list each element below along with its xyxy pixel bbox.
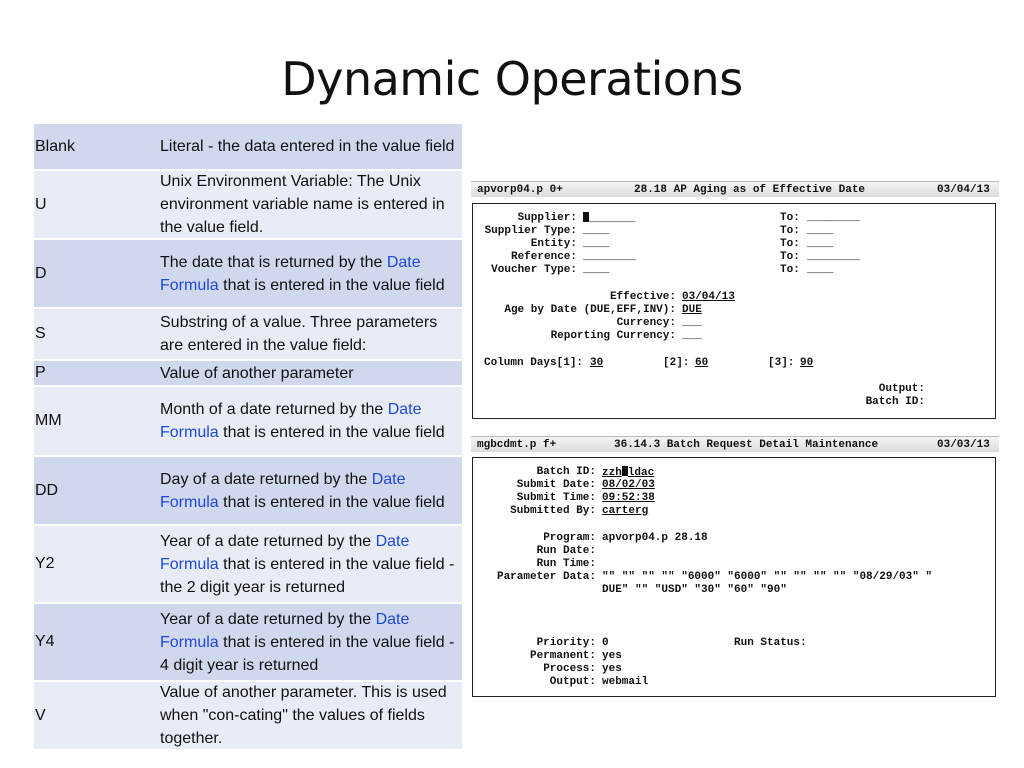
run-date-label: Run Date: <box>536 545 596 557</box>
to-label: To: <box>780 225 800 237</box>
submit-date-label: Submit Date: <box>516 479 596 491</box>
voucher-type-label: Voucher Type: <box>491 264 577 276</box>
voucher-type-to-input[interactable]: ____ <box>807 264 834 276</box>
operations-table <box>34 124 462 751</box>
column-days-2-label: [2]: <box>663 357 690 369</box>
op-code: S <box>35 325 46 342</box>
op-code: Blank <box>35 137 76 155</box>
table-row <box>34 240 462 309</box>
voucher-type-input[interactable]: ____ <box>583 264 610 276</box>
to-label: To: <box>780 251 800 263</box>
output-label: Output: <box>878 383 925 395</box>
submit-time-input[interactable]: 09:52:38 <box>602 492 655 504</box>
op-description: Year of a date returned by the Date Formula that is entered in the value field - the 2 digit year is returned <box>160 532 455 596</box>
reference-label: Reference: <box>510 251 577 263</box>
parameter-data-line: "" "" "" "" "6000" "6000" "" "" "" "" "08/29/03" " <box>602 571 933 583</box>
screen-header <box>471 436 999 452</box>
permanent-label: Permanent: <box>529 650 596 662</box>
op-description: Month of a date returned by the Date Formula that is entered in the value field <box>160 401 445 441</box>
entity-to-input[interactable]: ____ <box>807 238 834 250</box>
date-formula-link[interactable]: Date Formula <box>160 610 410 651</box>
output-label: Output: <box>549 676 596 688</box>
permanent-value: yes <box>602 650 622 662</box>
screen-date: 03/03/13 <box>937 439 990 451</box>
op-description: Substring of a value. Three parameters are entered in the value field: <box>160 314 438 354</box>
priority-value: 0 <box>602 637 609 649</box>
op-code: Y4 <box>35 633 55 650</box>
date-formula-link[interactable]: Date Formula <box>160 532 410 573</box>
table-row <box>34 171 462 240</box>
to-label: To: <box>780 264 800 276</box>
reporting-currency-label: Reporting Currency: <box>550 330 676 342</box>
reference-to-input[interactable]: ________ <box>807 251 860 263</box>
form-box <box>472 203 996 419</box>
form-box <box>472 457 996 697</box>
program-value: apvorp04.p 28.18 <box>602 532 708 544</box>
submit-time-label: Submit Time: <box>516 492 596 504</box>
output-value: webmail <box>602 676 649 688</box>
parameter-data-label: Parameter Data: <box>496 571 596 583</box>
effective-label: Effective: <box>609 291 676 303</box>
column-days-2-input[interactable]: 60 <box>695 357 709 369</box>
entity-input[interactable]: ____ <box>583 238 610 250</box>
table-row <box>34 604 462 682</box>
op-description: Literal - the data entered in the value field <box>160 138 455 155</box>
process-value: yes <box>602 663 622 675</box>
run-time-label: Run Time: <box>536 558 596 570</box>
reporting-currency-input[interactable]: ___ <box>682 330 702 342</box>
supplier-type-input[interactable]: ____ <box>583 225 610 237</box>
run-status-label: Run Status: <box>734 637 807 649</box>
table-row <box>34 682 462 751</box>
table-row <box>34 457 462 526</box>
parameter-data-line: DUE" "" "USD" "30" "60" "90" <box>602 584 787 596</box>
table-row <box>34 361 462 387</box>
supplier-to-input[interactable]: ________ <box>807 212 860 224</box>
date-formula-link[interactable]: Date Formula <box>160 470 406 511</box>
op-description: Value of another parameter <box>160 364 354 382</box>
screen-header <box>471 181 999 197</box>
effective-input[interactable]: 03/04/13 <box>682 291 735 303</box>
op-code: U <box>35 195 47 213</box>
submitted-by-input[interactable]: carterg <box>602 505 649 517</box>
program-name: apvorp04.p 0+ <box>477 184 563 196</box>
reference-input[interactable]: ________ <box>583 251 636 263</box>
date-formula-link[interactable]: Date Formula <box>160 401 422 441</box>
supplier-type-to-input[interactable]: ____ <box>807 225 834 237</box>
submit-date-input[interactable]: 08/02/03 <box>602 479 655 491</box>
date-formula-link[interactable]: Date Formula <box>160 253 421 294</box>
op-code: V <box>35 706 46 724</box>
table-row <box>34 309 462 361</box>
batch-request-screen <box>471 436 999 698</box>
op-code: DD <box>35 481 59 499</box>
op-description: Year of a date returned by the Date Formula that is entered in the value field - 4 digit year is returned <box>160 610 455 674</box>
op-code: D <box>35 264 47 282</box>
submitted-by-label: Submitted By: <box>510 505 596 517</box>
screen-heading: 36.14.3 Batch Request Detail Maintenance <box>614 439 879 451</box>
program-name: mgbcdmt.p f+ <box>477 439 557 451</box>
op-code: P <box>35 364 46 381</box>
supplier-input[interactable]: _______ <box>583 212 635 225</box>
column-days-3-label: [3]: <box>768 357 795 369</box>
op-code: Y2 <box>35 555 55 572</box>
table-row <box>34 124 462 171</box>
column-days-label: Column Days[1]: <box>484 357 584 369</box>
age-by-date-label: Age by Date (DUE,EFF,INV): <box>504 304 676 316</box>
text-cursor <box>583 212 589 222</box>
to-label: To: <box>780 212 800 224</box>
program-label: Program: <box>543 532 596 544</box>
column-days-1-input[interactable]: 30 <box>590 357 604 369</box>
entity-label: Entity: <box>530 238 577 250</box>
age-by-date-input[interactable]: DUE <box>682 304 702 316</box>
column-days-3-input[interactable]: 90 <box>800 357 814 369</box>
batch-id-label: Batch ID: <box>536 466 596 478</box>
currency-label: Currency: <box>616 317 676 329</box>
ap-aging-screen <box>471 181 999 421</box>
batch-id-input[interactable]: zzh ldac <box>602 467 655 479</box>
op-description: Day of a date returned by the Date Formula that is entered in the value field <box>160 470 445 511</box>
op-description: Value of another parameter. This is used when "con-cating" the values of fields together. <box>160 684 447 747</box>
supplier-label: Supplier: <box>517 212 577 224</box>
process-label: Process: <box>543 663 596 675</box>
priority-label: Priority: <box>536 637 596 649</box>
op-code: MM <box>35 412 62 429</box>
to-label: To: <box>780 238 800 250</box>
op-description: The date that is returned by the Date Formula that is entered in the value field <box>160 253 445 294</box>
screen-date: 03/04/13 <box>937 184 990 196</box>
page-title: Dynamic Operations <box>281 52 743 106</box>
supplier-type-label: Supplier Type: <box>484 225 577 237</box>
table-row <box>34 387 462 457</box>
table-row <box>34 526 462 604</box>
screen-heading: 28.18 AP Aging as of Effective Date <box>634 184 866 196</box>
batch-id-label: Batch ID: <box>865 396 925 408</box>
op-description: Unix Environment Variable: The Unix environment variable name is entered in the value field. <box>160 173 445 236</box>
currency-input[interactable]: ___ <box>682 317 702 329</box>
